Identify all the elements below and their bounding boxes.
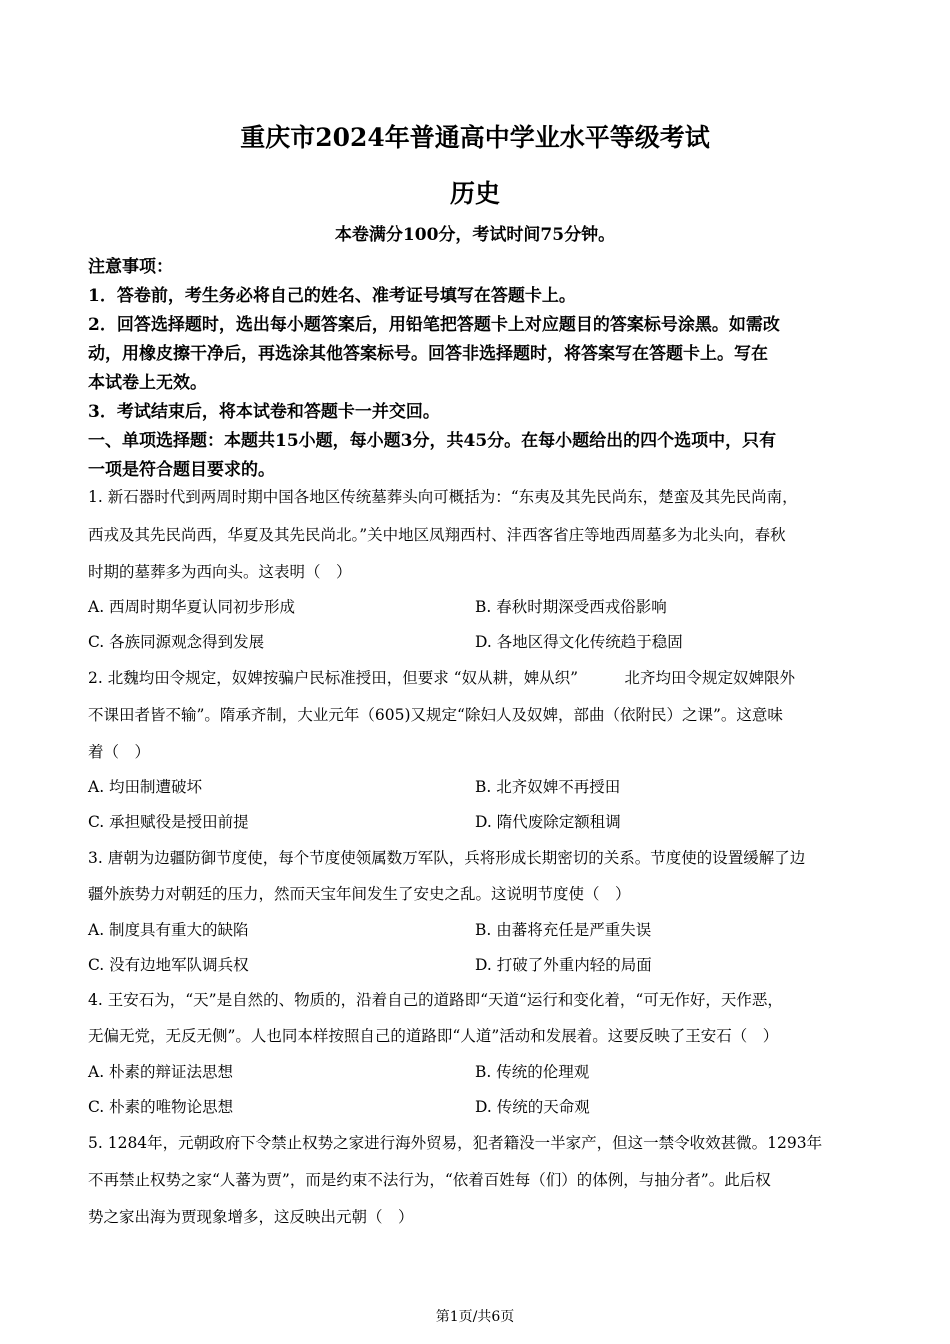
option-c: C. 没有边地军队调兵权 — [88, 956, 249, 974]
question-stem: 5. 1284年，元朝政府下令禁止权势之家进行海外贸易，犯者籍没一半家产，但这一禁令收效甚微。1293年 — [88, 1134, 823, 1152]
option-a: A. 西周时期华夏认同初步形成 — [88, 598, 296, 616]
note-line: 3．考试结束后，将本试卷和答题卡一并交回。 — [88, 402, 440, 422]
option-a: A. 朴素的辩证法思想 — [88, 1063, 234, 1081]
option-d: D. 打破了外重内轻的局面 — [475, 956, 652, 974]
option-d: D. 传统的天命观 — [475, 1098, 590, 1116]
question-stem: 1. 新石器时代到两周时期中国各地区传统墓葬头向可概括为：“东夷及其先民尚东，楚蛮及其先民尚南， — [88, 488, 798, 506]
page-number: 第1页/共6页 — [435, 1309, 515, 1325]
section-heading: 一、单项选择题：本题共15小题，每小题3分，共45分。在每小题给出的四个选项中，只有 — [88, 431, 777, 451]
question-stem: 不课田者皆不输”。隋承齐制，大业元年（605)又规定“除妇人及奴婢，部曲（依附民）之课”。这意味 — [88, 706, 783, 724]
exam-title: 重庆市2024年普通高中学业水平等级考试 — [240, 123, 710, 152]
exam-subject: 历史 — [449, 179, 500, 208]
option-b: B. 由蕃将充任是严重失误 — [475, 921, 652, 939]
option-a: A. 均田制遭破坏 — [88, 778, 203, 796]
option-b: B. 传统的伦理观 — [475, 1063, 590, 1081]
option-d: D. 隋代废除定额租调 — [475, 813, 621, 831]
question-stem: 不再禁止权势之家“人蕃为贾”，而是约束不法行为，“依着百姓每（们）的体例，与抽分者”。此后权 — [88, 1171, 771, 1189]
question-stem: 着（ ） — [88, 743, 151, 761]
note-line: 动，用橡皮擦干净后，再选涂其他答案标号。回答非选择题时，将答案写在答题卡上。写在 — [88, 344, 768, 364]
notes-heading: 注意事项： — [88, 257, 173, 277]
question-stem: 3. 唐朝为边疆防御节度使，每个节度使领属数万军队，兵将形成长期密切的关系。节度使的设置缓解了边 — [88, 849, 806, 867]
section-heading: 一项是符合题目要求的。 — [88, 460, 275, 480]
note-line: 本试卷上无效。 — [88, 373, 207, 393]
option-c: C. 各族同源观念得到发展 — [88, 633, 265, 651]
question-stem: 2. 北魏均田令规定，奴婢按骗户民标准授田，但要求 “奴从耕，婢从织” 北齐均田令规定奴婢限外 — [88, 669, 795, 687]
question-stem: 疆外族势力对朝廷的压力，然而天宝年间发生了安史之乱。这说明节度使（ ） — [88, 885, 631, 903]
option-b: B. 北齐奴婢不再授田 — [475, 778, 621, 796]
question-stem: 时期的墓葬多为西向头。这表明（ ） — [88, 563, 352, 581]
note-line: 1．答卷前，考生务必将自己的姓名、准考证号填写在答题卡上。 — [88, 286, 576, 306]
question-stem: 势之家出海为贾现象增多，这反映出元朝（ ） — [88, 1208, 414, 1226]
option-d: D. 各地区得文化传统趋于稳固 — [475, 633, 683, 651]
option-a: A. 制度具有重大的缺陷 — [88, 921, 249, 939]
exam-subtitle: 本卷满分100分，考试时间75分钟。 — [334, 225, 616, 245]
question-stem: 4. 王安石为，“天”是自然的、物质的，沿着自己的道路即“天道“运行和变化着，“可无作好，天作恶， — [88, 991, 783, 1009]
option-c: C. 朴素的唯物论思想 — [88, 1098, 234, 1116]
question-stem: 西戎及其先民尚西，华夏及其先民尚北。”关中地区凤翔西村、沣西客省庄等地西周墓多为北头向，春秋 — [88, 526, 786, 544]
option-b: B. 春秋时期深受西戎俗影响 — [475, 598, 667, 616]
note-line: 2．回答选择题时，选出每小题答案后，用铅笔把答题卡上对应题目的答案标号涂黑。如需改 — [88, 315, 780, 335]
question-stem: 无偏无党，无反无侧”。人也同本样按照自己的道路即“人道”活动和发展着。这要反映了王安石（ ） — [88, 1027, 779, 1045]
option-c: C. 承担赋役是授田前提 — [88, 813, 249, 831]
